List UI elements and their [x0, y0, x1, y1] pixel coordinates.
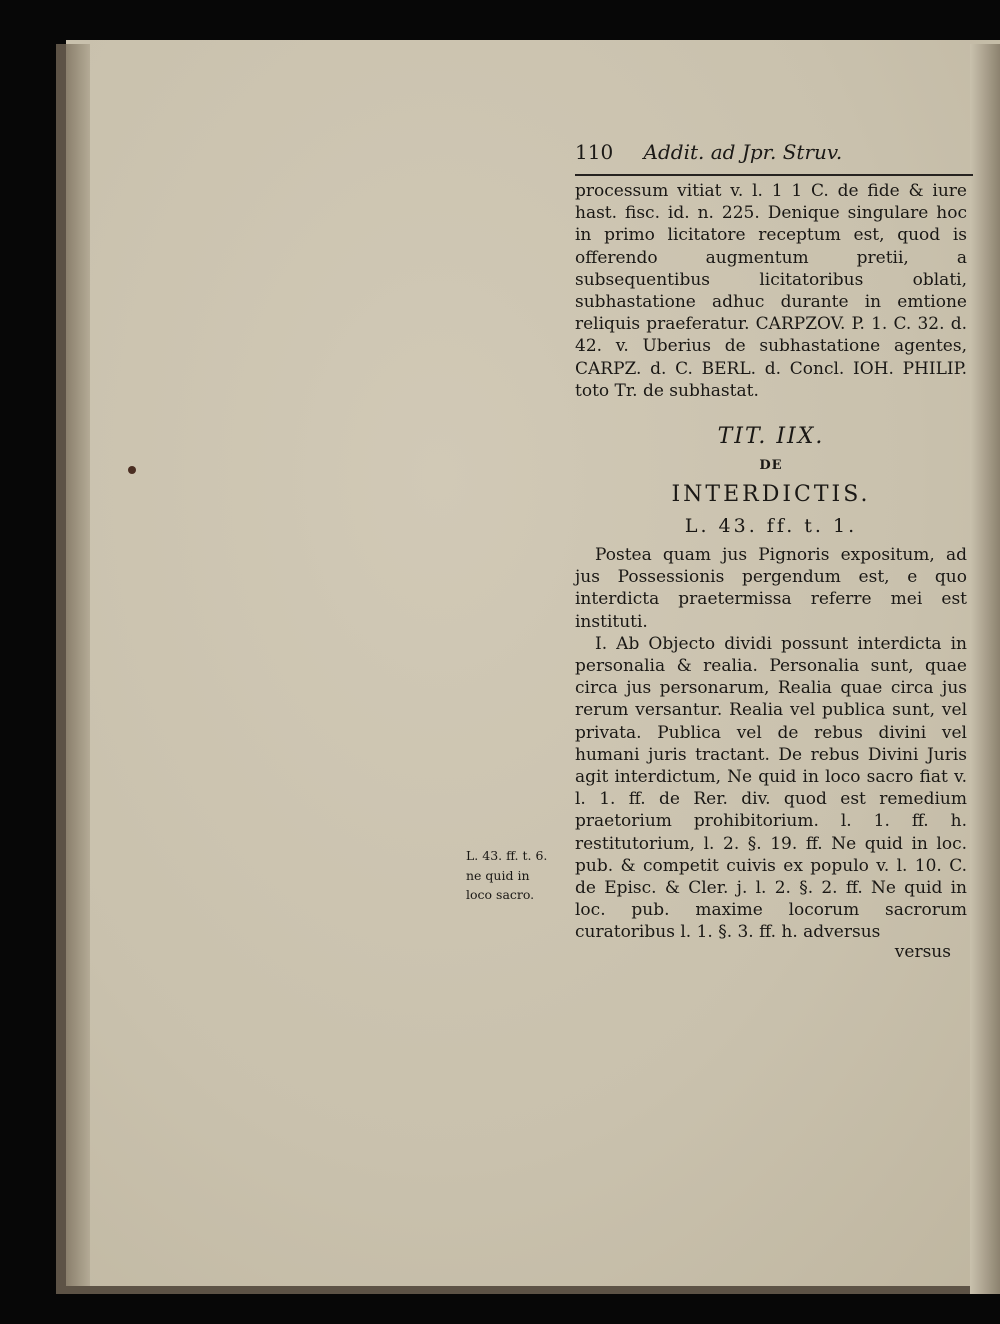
title-number: TIT. IIX.	[717, 424, 825, 449]
running-title: Addit. ad Jpr. Struv.	[643, 140, 843, 164]
margin-note-line: loco sacro.	[466, 887, 535, 902]
page-number: 110	[575, 140, 614, 164]
paragraph-intro: Postea quam jus Pignoris expositum, ad jus Possessionis pergendum est, e quo interdicta praetermissa referre mei est instituti.	[575, 545, 967, 632]
margin-note-line: ne quid in	[466, 867, 530, 883]
running-header	[575, 140, 975, 164]
title-citation: L. 43. ff. t. 1.	[684, 515, 858, 537]
margin-note	[466, 846, 566, 905]
paragraph-one: I. Ab Objecto dividi possunt interdicta in personalia & realia. Personalia sunt, quae circa jus personarum, Realia quae circa jus rerum versantur. Realia vel publica sunt, vel privata. Publica vel de rebus divini vel humani juris tractant. De rebus Divini Juris agit interdictum, Ne quid in loco sacro fiat v. l. 1. ff. de Rer. div. quod est remedium praetorium prohibitorium. l. 1. ff. h. restitutorium, l. 2. §. 19. ff. Ne quid in loc. pub. & competit cuivis ex populo v. l. 10. C. de Episc. & Cler. j. l. 2. §. 2. ff. Ne quid in loc. pub. maxime locorum sacrorum curatoribus l. 1. §. 3. ff. h. adversus	[575, 633, 967, 943]
continued-paragraph	[575, 180, 967, 402]
header-rule	[575, 174, 973, 176]
margin-note-line: L. 43. ff. t. 6.	[466, 848, 548, 863]
page-gutter	[66, 44, 90, 1286]
page-fore-edge	[970, 44, 1000, 1294]
paragraph-continued: processum vitiat v. l. 1 1 C. de fide & iure hast. fisc. id. n. 225. Denique singulare hoc in primo licitatore receptum est, quod is offerendo augmentum pretii, a subsequentibus licitatoribus oblati, subhastatione adhuc durante in emtione reliquis praeferatur. CARPZOV. P. 1. C. 32. d. 42. v. Uberius de subhastatione agentes, CARPZ. d. C. BERL. d. Concl. IOH. PHILIP. toto Tr. de subhastat.	[575, 181, 967, 401]
catchword: versus	[894, 942, 951, 962]
title-heading: INTERDICTIS.	[671, 482, 871, 507]
body-text	[575, 544, 967, 944]
ink-spot	[128, 466, 136, 474]
title-preposition: DE	[759, 458, 783, 473]
